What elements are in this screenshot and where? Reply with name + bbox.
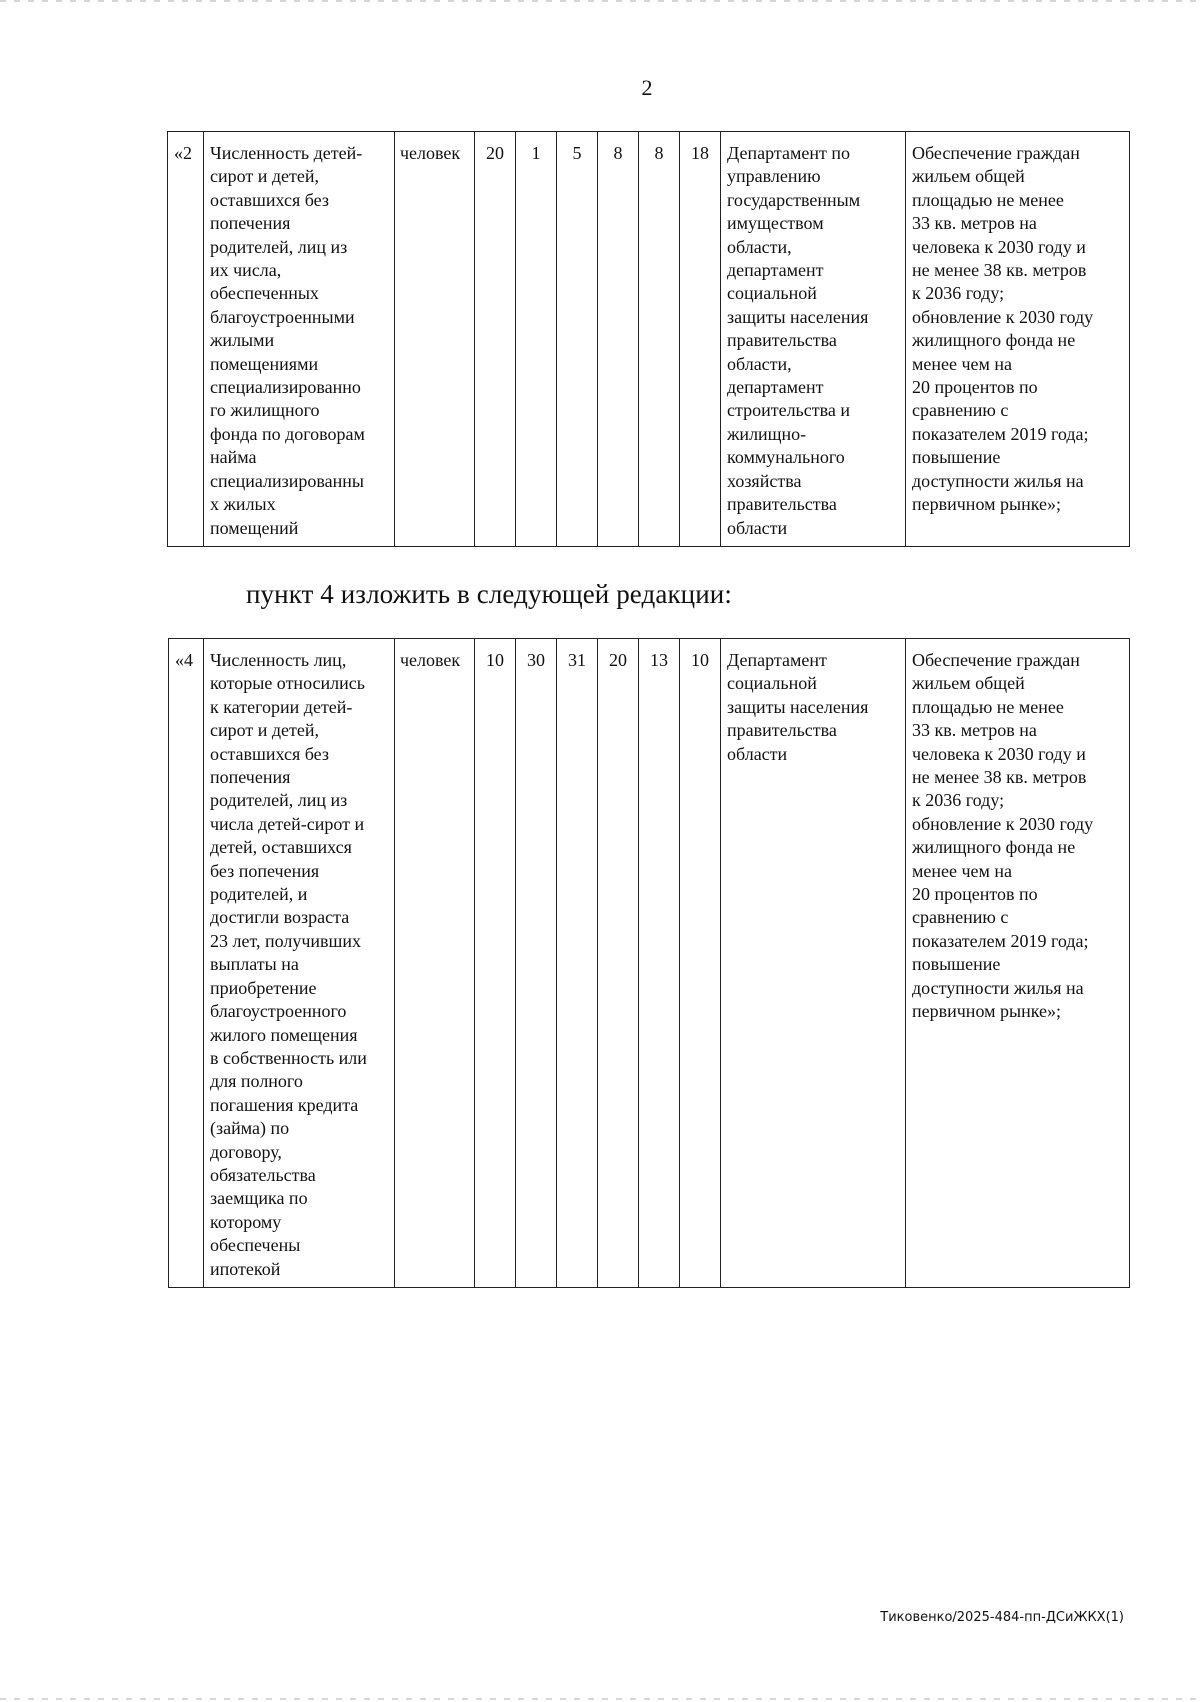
goal-link: Обеспечение граждан жильем общей площадью не менее 33 кв. метров на человека к 2030 году и не менее 38 кв. метров к 2036 году; обновление к 2030 году жилищного фонда не менее чем на 20 процентов по сравнению с показателем 2019 года; повышение доступности жилья на первичном рынке»; bbox=[906, 132, 1130, 547]
value-cell: 20 bbox=[475, 132, 516, 547]
value-cell: 10 bbox=[680, 639, 721, 1288]
value-cell: 10 bbox=[475, 639, 516, 1288]
value-cell: 18 bbox=[680, 132, 721, 547]
indicator-table-item-4 bbox=[168, 638, 1130, 1288]
amendment-instruction: пункт 4 изложить в следующей редакции: bbox=[246, 579, 732, 609]
value-cell: 1 bbox=[516, 132, 557, 547]
table-row bbox=[169, 639, 1130, 1288]
value-cell: 31 bbox=[557, 639, 598, 1288]
item-number: «4 bbox=[169, 639, 204, 1288]
value-cell: 13 bbox=[639, 639, 680, 1288]
value-cell: 8 bbox=[639, 132, 680, 547]
responsible-executor: Департамент по управлению государственным имуществом области, департамент социальной защиты населения правительства области, департамент строительства и жилищно- коммунального хозяйства правительства области bbox=[721, 132, 906, 547]
unit-of-measure: человек bbox=[395, 132, 475, 547]
indicator-table-item-2 bbox=[167, 131, 1130, 547]
document-footer-code: Тиковенко/2025-484-пп-ДСиЖКХ(1) bbox=[880, 1610, 1124, 1625]
indicator-name: Численность детей- сирот и детей, оставшихся без попечения родителей, лиц из их числа, обеспеченных благоустроенными жилыми помещениями специализированно го жилищного фонда по договорам найма специализированны х жилых помещений bbox=[204, 132, 395, 547]
responsible-executor: Департамент социальной защиты населения правительства области bbox=[721, 639, 906, 1288]
scan-edge-bottom bbox=[0, 1698, 1200, 1700]
value-cell: 8 bbox=[598, 132, 639, 547]
value-cell: 5 bbox=[557, 132, 598, 547]
page-number: 2 bbox=[641, 75, 653, 100]
value-cell: 30 bbox=[516, 639, 557, 1288]
goal-link: Обеспечение граждан жильем общей площадью не менее 33 кв. метров на человека к 2030 году и не менее 38 кв. метров к 2036 году; обновление к 2030 году жилищного фонда не менее чем на 20 процентов по сравнению с показателем 2019 года; повышение доступности жилья на первичном рынке»; bbox=[906, 639, 1130, 1288]
value-cell: 20 bbox=[598, 639, 639, 1288]
scan-edge-top bbox=[0, 0, 1200, 2]
unit-of-measure: человек bbox=[395, 639, 475, 1288]
table-row bbox=[168, 132, 1130, 547]
indicator-name: Численность лиц, которые относились к категории детей- сирот и детей, оставшихся без попечения родителей, лиц из числа детей-сирот и детей, оставшихся без попечения родителей, и достигли возраста 23 лет, получивших выплаты на приобретение благоустроенного жилого помещения в собственность или для полного погашения кредита (займа) по договору, обязательства заемщика по которому обеспечены ипотекой bbox=[204, 639, 395, 1288]
item-number: «2 bbox=[168, 132, 204, 547]
